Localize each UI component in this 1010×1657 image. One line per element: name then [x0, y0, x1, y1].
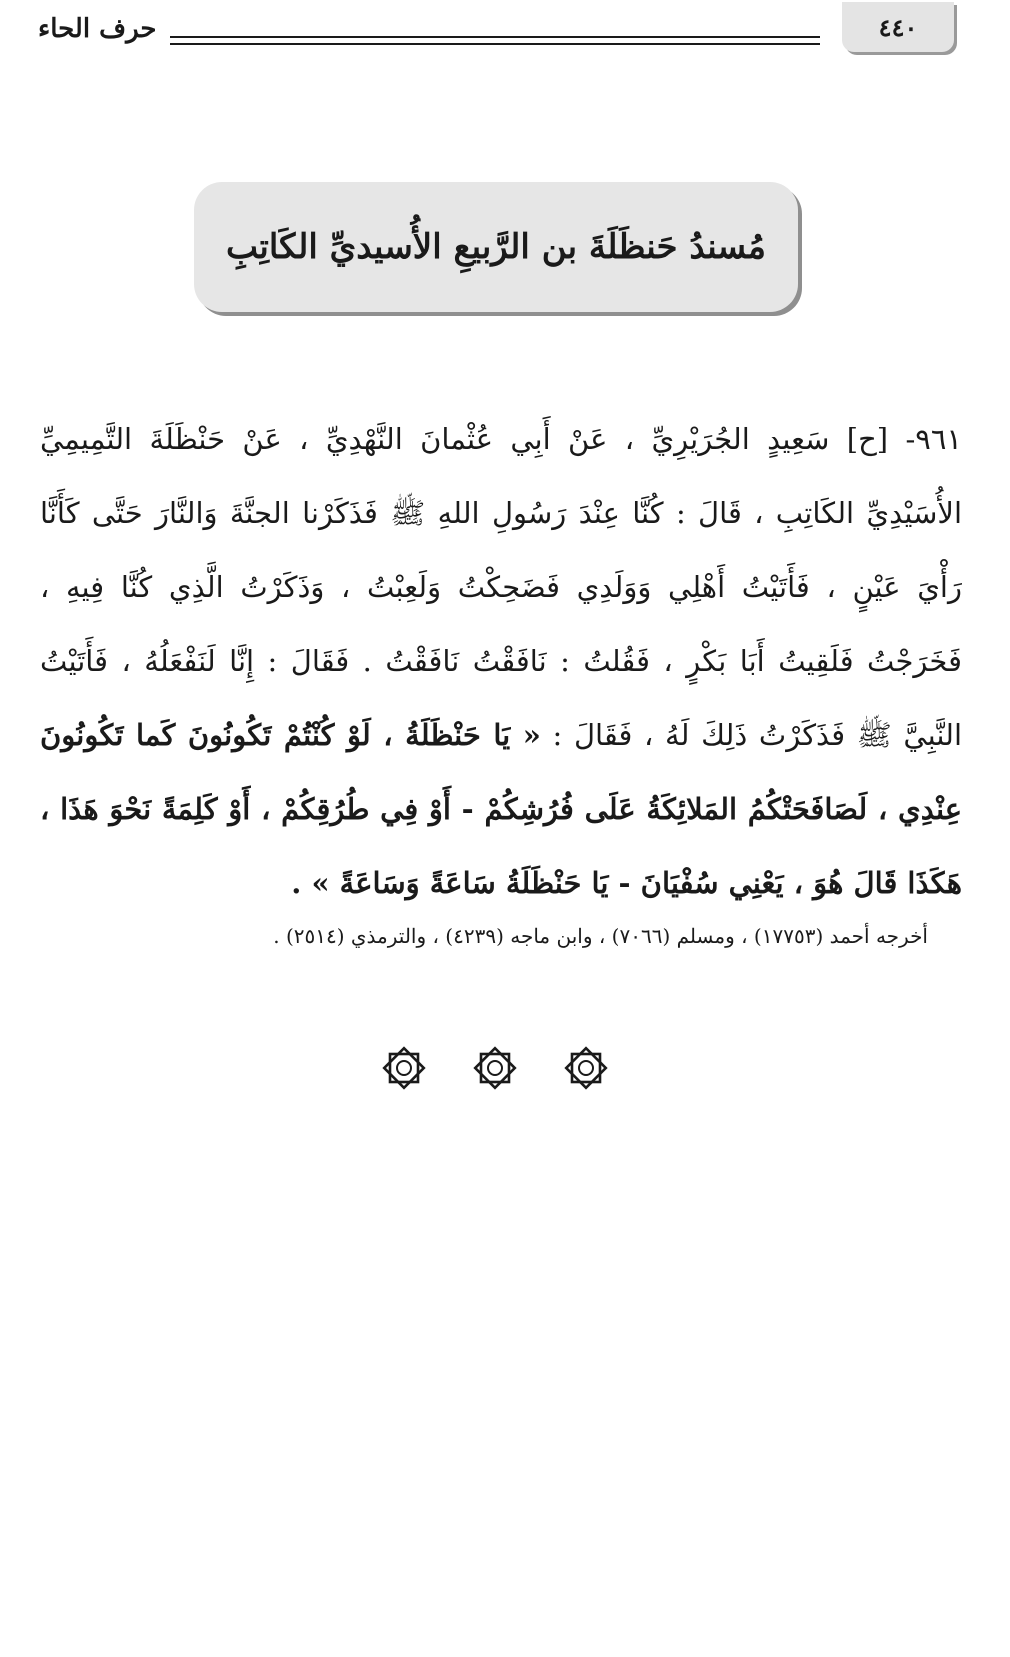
- hadith-prophetic-saying: « يَا حَنْظَلَةُ ، لَوْ كُنْتُمْ تَكُونُونَ كَما تَكُونُونَ عِنْدِي ، لَصَافَحَتْكُمُ المَلائِكَةُ عَلَى فُرُشِكُمْ - أَوْ فِي طُرُقِكُمْ ، أَوْ كَلِمَةً نَحْوَ هَذَا ، هَكَذَا قَالَ هُوَ ، يَعْنِي سُفْيَانَ - يَا حَنْظَلَةُ سَاعَةً وَسَاعَةً » .: [40, 718, 962, 900]
- eight-point-star-icon: [562, 1044, 610, 1092]
- header-rule-bottom: [170, 43, 820, 45]
- page-header: [0, 0, 1010, 70]
- eight-point-star-icon: [380, 1044, 428, 1092]
- takhrij-footnote: أخرجه أحمد (١٧٧٥٣) ، ومسلم (٧٠٦٦) ، وابن ماجه (٤٢٣٩) ، والترمذي (٢٥١٤) .: [273, 924, 928, 948]
- eight-point-star-icon: [471, 1044, 519, 1092]
- section-end-ornaments: [380, 1042, 610, 1094]
- hadith-narration: ٩٦١- [ح] سَعِيدٍ الجُرَيْرِيِّ ، عَنْ أَبِي عُثْمانَ النَّهْدِيِّ ، عَنْ حَنْظَلَةَ التَّمِيمِيِّ الأُسَيْدِيِّ الكَاتِبِ ، قَالَ : كُنَّا عِنْدَ رَسُولِ اللهِ ﷺ فَذَكَرْنا الجنَّةَ وَالنَّارَ حَتَّى كَأَنَّا رَأْيَ عَيْنٍ ، فَأَتَيْتُ أَهْلِي وَوَلَدِي فَضَحِكْتُ وَلَعِبْتُ ، وَذَكَرْتُ الَّذِي كُنَّا فِيهِ ، فَخَرَجْتُ فَلَقِيتُ أَبَا بَكْرٍ ، فَقُلتُ : نَافَقْتُ نَافَقْتُ . فَقَالَ : إِنَّا لَنَفْعَلُهُ ، فَأَتَيْتُ النَّبِيَّ ﷺ فَذَكَرْتُ ذَلِكَ لَهُ ، فَقَالَ :: [40, 422, 962, 752]
- hadith-paragraph: [40, 402, 962, 920]
- page-number: ٤٤٠: [878, 12, 918, 42]
- chapter-title: مُسندُ حَنظَلَةَ بن الرَّبيعِ الأُسيديِّ الكَاتِبِ: [225, 227, 767, 267]
- chapter-title-box: [194, 182, 798, 312]
- page-number-tab: [842, 2, 954, 52]
- header-rule-top: [170, 36, 820, 38]
- running-head: حرف الحاء: [38, 14, 157, 44]
